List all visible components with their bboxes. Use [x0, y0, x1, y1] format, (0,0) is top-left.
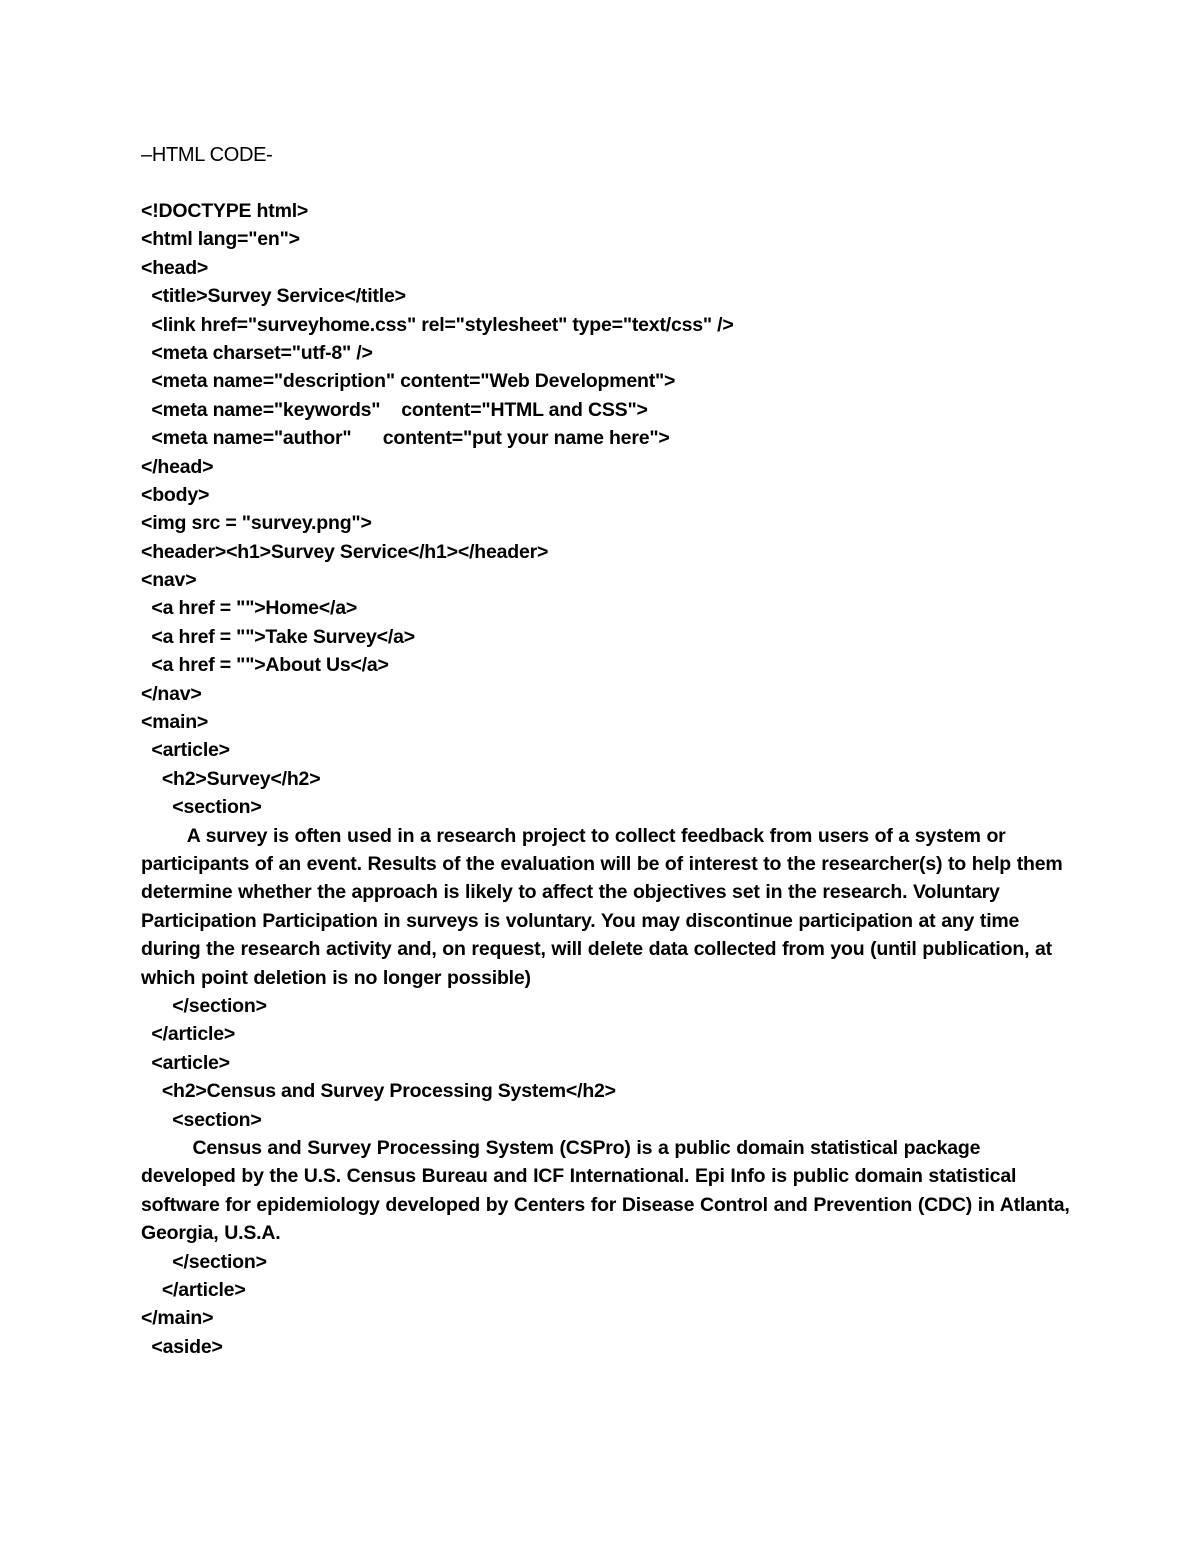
code-line: </head> — [141, 455, 214, 478]
code-line: <section> — [141, 796, 262, 819]
code-line: </main> — [141, 1307, 214, 1330]
code-line: <header><h1>Survey Service</h1></header> — [141, 540, 549, 563]
code-line: <section> — [141, 1108, 262, 1131]
html-code-listing — [141, 197, 1076, 1361]
code-line: <a href = "">About Us</a> — [141, 654, 389, 677]
code-line: <meta name="keywords" content="HTML and CSS"> — [141, 398, 648, 421]
code-line: <meta name="description" content="Web Development"> — [141, 370, 676, 393]
code-line: <article> — [141, 1051, 230, 1074]
code-line: <main> — [141, 711, 209, 734]
code-line: <aside> — [141, 1335, 223, 1358]
code-line: <link href="surveyhome.css" rel="stylesheet" type="text/css" /> — [141, 313, 734, 336]
code-line: <h2>Census and Survey Processing System</h2> — [141, 1080, 616, 1103]
survey-section-text: A survey is often used in a research project to collect feedback from users of a system or participants of an event. Results of the evaluation will be of interest to the researcher(s) to help them determine whether the approach is likely to affect the objectives set in the research. Voluntary Participation Participation in surveys is voluntary. You may discontinue participation at any time during the research activity and, on request, will delete data collected from you (until publication, at which point deletion is no longer possible) — [141, 824, 1069, 989]
code-line: </nav> — [141, 682, 202, 705]
code-line: <html lang="en"> — [141, 228, 300, 251]
code-line: <h2>Survey</h2> — [141, 767, 321, 790]
code-line: <!DOCTYPE html> — [141, 200, 309, 222]
code-line: </article> — [141, 1023, 236, 1046]
code-lines-head-to-section — [141, 197, 1071, 822]
code-line: <a href = "">Home</a> — [141, 597, 358, 620]
code-line: </article> — [141, 1279, 246, 1301]
code-line: <meta charset="utf-8" /> — [141, 341, 373, 364]
code-line: <meta name="author" content="put your name here"> — [141, 427, 670, 450]
code-line: </section> — [141, 1250, 267, 1273]
code-line: </section> — [141, 995, 267, 1018]
code-lines-closing — [141, 1248, 1071, 1362]
code-line: <article> — [141, 739, 230, 762]
code-line: <nav> — [141, 569, 197, 592]
document-heading: –HTML CODE- — [141, 144, 273, 166]
code-line: <title>Survey Service</title> — [141, 285, 406, 308]
code-line: <img src = "survey.png"> — [141, 512, 372, 535]
cspro-section-text: Census and Survey Processing System (CSPro) is a public domain statistical package developed by the U.S. Census Bureau and ICF International. Epi Info is public domain statistical software for epidemiology developed by Centers for Disease Control and Prevention (CDC) in Atlanta, Georgia, U.S.A. — [141, 1136, 1076, 1245]
code-line: <head> — [141, 256, 209, 279]
code-line: <body> — [141, 483, 210, 506]
code-line: <a href = "">Take Survey</a> — [141, 625, 415, 648]
code-lines-between-articles — [141, 992, 1071, 1134]
